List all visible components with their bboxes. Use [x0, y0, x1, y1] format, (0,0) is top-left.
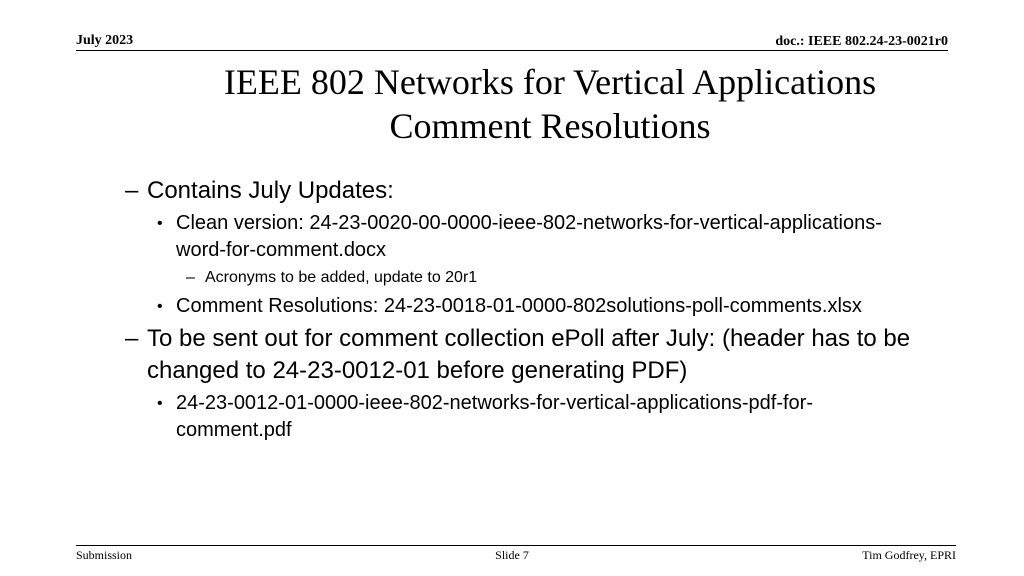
header-divider	[76, 50, 948, 51]
footer-submission: Submission	[76, 548, 133, 562]
header-doc-id: doc.: IEEE 802.24-23-0021r0	[775, 34, 948, 49]
bullet-text: To be sent out for comment collection ePoll after July: (header has to be changed to 24-23-0012-01 before generating PDF)	[147, 325, 911, 384]
bullet-level2-pdf-file	[0, 390, 896, 444]
footer-author: Tim Godfrey, EPRI	[862, 548, 956, 562]
header-date: July 2023	[76, 33, 134, 48]
slide-body	[0, 175, 1024, 447]
bullet-marker: •	[157, 395, 163, 412]
bullet-text: 24-23-0012-01-0000-ieee-802-networks-for-vertical-applications-pdf-for-comment.pdf	[176, 392, 813, 441]
slide-title-line-1: IEEE 802 Networks for Vertical Applications	[223, 62, 877, 102]
bullet-text: Acronyms to be added, update to 20r1	[205, 269, 478, 286]
dash-marker: –	[186, 269, 195, 286]
bullet-level1-epoll	[0, 323, 917, 387]
bullet-level1-contains-updates	[0, 175, 917, 207]
bullet-marker: •	[157, 298, 163, 315]
slide-title-line-2: Comment Resolutions	[389, 106, 711, 146]
dash-marker: –	[125, 177, 139, 204]
bullet-text: Clean version: 24-23-0020-00-0000-ieee-802-networks-for-vertical-applications-word-for-comment.docx	[176, 212, 882, 261]
slide-title	[150, 60, 950, 148]
bullet-marker: •	[157, 215, 163, 232]
bullet-level2-comment-resolutions	[0, 293, 896, 320]
bullet-level3-acronyms	[0, 267, 905, 289]
footer-divider	[76, 545, 956, 546]
bullet-level2-clean-version	[0, 210, 896, 264]
bullet-text: Contains July Updates:	[147, 177, 394, 204]
footer-slide-number: Slide 7	[495, 548, 529, 562]
bullet-text: Comment Resolutions: 24-23-0018-01-0000-802solutions-poll-comments.xlsx	[176, 295, 862, 317]
dash-marker: –	[125, 325, 139, 352]
